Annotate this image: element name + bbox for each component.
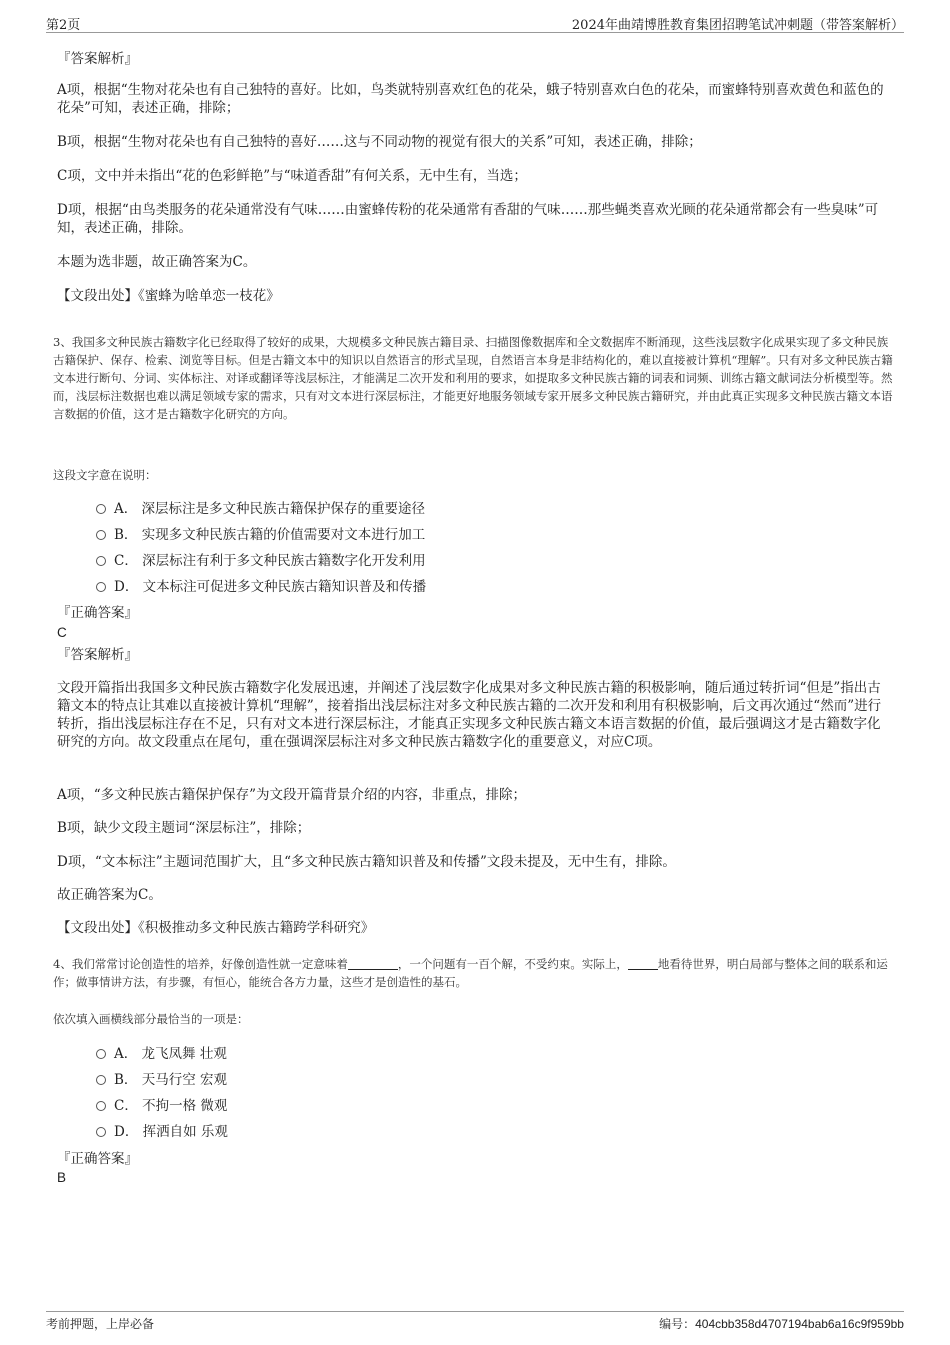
page-footer bbox=[46, 1311, 904, 1334]
radio-icon[interactable] bbox=[96, 1101, 106, 1111]
radio-icon[interactable] bbox=[96, 1049, 106, 1059]
radio-icon[interactable] bbox=[96, 556, 106, 566]
q4-option-c[interactable]: C． 不拘一格 微观 bbox=[96, 1097, 227, 1115]
q3-source: 【文段出处】《积极推动多文种民族古籍跨学科研究》 bbox=[57, 920, 375, 936]
q3-stem: 3、我国多文种民族古籍数字化已经取得了较好的成果，大规模多文种民族古籍目录、扫描图像数据库和全文数据库不断涌现，这些浅层数字化成果实现了多文种民族古籍保护、保存、检索、浏览等目标。但是古籍文本中的知识以自然语言的形式呈现，自然语言本身是非结构化的，难以直接被计算机“理解”。只有对多文种民族古籍文本进行断句、分词、实体标注、对译或翻译等浅层标注，才能满足二次开发和利用的要求，如提取多文种民族古籍的词表和词频、训练古籍文献词法分析模型等。然而，浅层标注数据也难以满足领域专家的需求，只有对文本进行深层标注，才能更好地服务领域专家开展多文种民族古籍研究，并由此真正实现多文种民族古籍文本语言数据的价值，这才是古籍数字化研究的方向。 bbox=[53, 335, 893, 421]
q3-analysis-d: D项，“文本标注”主题词范围扩大，且“多文种民族古籍知识普及和传播”文段未提及，无中生有，排除。 bbox=[57, 854, 676, 870]
q4-answer: B bbox=[57, 1170, 67, 1185]
q4-stem: 4、我们常常讨论创造性的培养，好像创造性就一定意味着 ，一个问题有一百个解，不受约束。实际上， 地看待世界，明白局部与整体之间的联系和运作；做事情讲方法，有步骤，有恒心，能统合各方力量，这些才是创造性的基石。 bbox=[53, 957, 888, 989]
fill-blank-1 bbox=[348, 957, 398, 970]
document-id: 编号：404cbb358d4707194bab6a16c9f959bb bbox=[659, 1317, 904, 1331]
page-number: 第2页 bbox=[46, 18, 81, 33]
q2-analysis-d: D项，根据“由鸟类服务的花朵通常没有气味……由蜜蜂传粉的花朵通常有香甜的气味……那些蝇类喜欢光顾的花朵通常都会有一些臭味”可知，表述正确，排除。 bbox=[57, 202, 879, 236]
radio-icon[interactable] bbox=[96, 504, 106, 514]
q3-answer: C bbox=[57, 625, 67, 640]
q2-analysis-b: B项，根据“生物对花朵也有自己独特的喜好……这与不同动物的视觉有很大的关系”可知，表述正确，排除； bbox=[57, 134, 702, 150]
q4-option-a[interactable]: A． 龙飞凤舞 壮观 bbox=[96, 1045, 227, 1063]
document-title: 2024年曲靖博胜教育集团招聘笔试冲刺题（带答案解析） bbox=[571, 18, 904, 33]
q3-option-c[interactable]: C． 深层标注有利于多文种民族古籍数字化开发利用 bbox=[96, 552, 426, 570]
q2-analysis-label: 『答案解析』 bbox=[57, 51, 138, 67]
q3-option-a[interactable]: A． 深层标注是多文种民族古籍保护保存的重要途径 bbox=[96, 500, 425, 518]
q4-prompt: 依次填入画横线部分最恰当的一项是： bbox=[53, 1012, 249, 1026]
q3-answer-label: 『正确答案』 bbox=[57, 605, 138, 621]
q3-analysis-a: A项，“多文种民族古籍保护保存”为文段开篇背景介绍的内容，非重点，排除； bbox=[57, 787, 527, 803]
q4-answer-label: 『正确答案』 bbox=[57, 1151, 138, 1167]
q4-option-d[interactable]: D． 挥洒自如 乐观 bbox=[96, 1123, 228, 1141]
q3-analysis-label: 『答案解析』 bbox=[57, 647, 138, 663]
q3-analysis: 文段开篇指出我国多文种民族古籍数字化发展迅速，并阐述了浅层数字化成果对多文种民族古籍的积极影响，随后通过转折词“但是”指出古籍文本的特点让其难以直接被计算机“理解”，接着指出浅层标注对多文种民族古籍的二次开发和利用有积极影响，后文再次通过“然而”进行转折，指出浅层标注存在不足，只有对文本进行深层标注，才能真正实现多文种民族古籍文本语言数据的价值，最后强调这才是古籍数字化研究的方向。故文段重点在尾句，重在强调深层标注对多文种民族古籍数字化的重要意义，对应C项。 bbox=[57, 680, 882, 750]
fill-blank-2 bbox=[628, 957, 658, 970]
footer-slogan: 考前押题，上岸必备 bbox=[46, 1317, 155, 1331]
radio-icon[interactable] bbox=[96, 582, 106, 592]
q3-option-b[interactable]: B． 实现多文种民族古籍的价值需要对文本进行加工 bbox=[96, 526, 425, 544]
q2-analysis-c: C项，文中并未指出“花的色彩鲜艳”与“味道香甜”有何关系，无中生有，当选； bbox=[57, 168, 527, 184]
q2-conclusion: 本题为选非题，故正确答案为C。 bbox=[57, 254, 257, 270]
q4-option-b[interactable]: B． 天马行空 宏观 bbox=[96, 1071, 227, 1089]
radio-icon[interactable] bbox=[96, 1075, 106, 1085]
q3-option-d[interactable]: D． 文本标注可促进多文种民族古籍知识普及和传播 bbox=[96, 578, 426, 596]
radio-icon[interactable] bbox=[96, 530, 106, 540]
q2-source: 【文段出处】《蜜蜂为啥单恋一枝花》 bbox=[57, 288, 280, 304]
q3-analysis-b: B项，缺少文段主题词“深层标注”，排除； bbox=[57, 820, 311, 836]
radio-icon[interactable] bbox=[96, 1127, 106, 1137]
q3-conclusion: 故正确答案为C。 bbox=[57, 887, 162, 903]
q3-prompt: 这段文字意在说明： bbox=[53, 468, 157, 482]
page-header bbox=[46, 12, 904, 33]
q2-analysis-a: A项，根据“生物对花朵也有自己独特的喜好。比如，鸟类就特别喜欢红色的花朵，蛾子特别喜欢白色的花朵，而蜜蜂特别喜欢黄色和蓝色的花朵”可知，表述正确，排除； bbox=[57, 82, 884, 116]
